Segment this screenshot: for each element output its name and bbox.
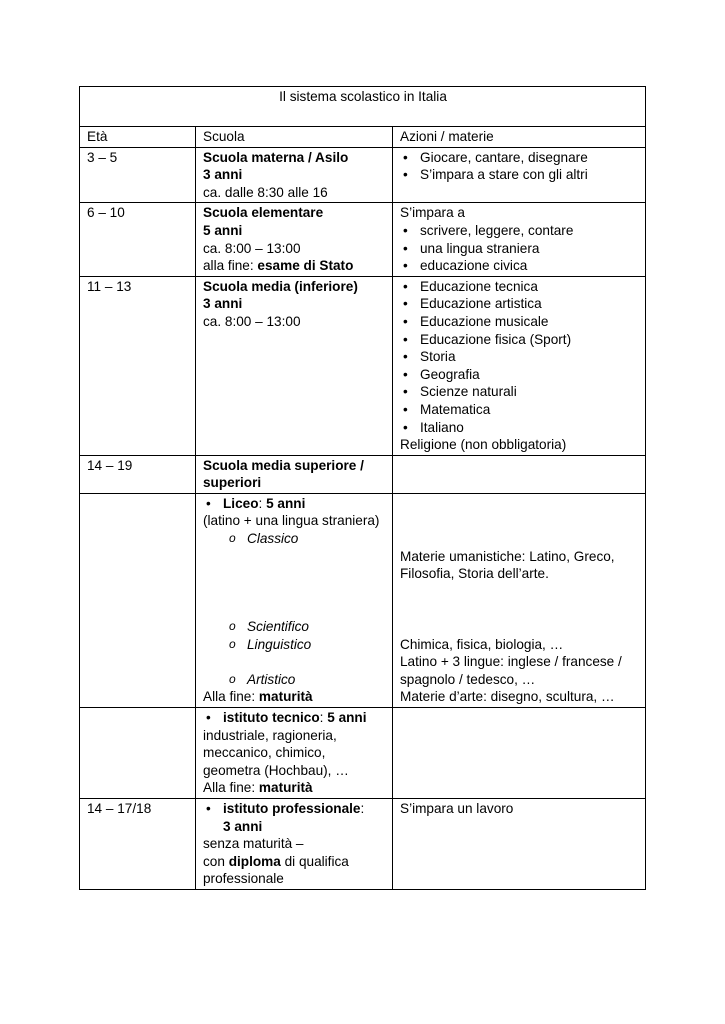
liceo-type-list bbox=[203, 671, 386, 689]
scientifico-subjects: Chimica, fisica, biologia, … bbox=[400, 636, 564, 652]
table-row bbox=[80, 798, 646, 889]
subjects-cell bbox=[393, 493, 646, 707]
age-cell: 14 – 17/18 bbox=[80, 798, 196, 889]
subject-list bbox=[400, 222, 639, 275]
professionale-line1: senza maturità – bbox=[203, 836, 304, 852]
end-exam: maturità bbox=[258, 689, 313, 705]
school-cell bbox=[196, 493, 393, 707]
table-row bbox=[80, 147, 646, 203]
school-duration: 5 anni bbox=[203, 222, 243, 238]
subject-list bbox=[400, 278, 639, 436]
school-end bbox=[203, 779, 386, 797]
liceo-scientifico: o Scientifico bbox=[203, 618, 386, 636]
subjects-intro: S’impara a bbox=[400, 205, 465, 221]
page-title: Il sistema scolastico in Italia bbox=[80, 87, 646, 127]
tecnico-description: industriale, ragioneria, meccanico, chimico, geometra (Hochbau), … bbox=[203, 727, 349, 778]
list-item: • Educazione fisica (Sport) bbox=[400, 331, 639, 349]
header-subjects: Azioni / materie bbox=[393, 127, 646, 148]
table-row bbox=[80, 203, 646, 276]
age-cell: 3 – 5 bbox=[80, 147, 196, 203]
liceo-description: (latino + una lingua straniera) bbox=[203, 513, 380, 529]
subjects-cell bbox=[393, 147, 646, 203]
school-duration: 3 anni bbox=[203, 296, 243, 312]
liceo-classico: o Classico bbox=[203, 530, 386, 548]
liceo-type-list bbox=[203, 618, 386, 653]
professionale-label: istituto professionale bbox=[223, 800, 361, 816]
subjects-cell bbox=[393, 708, 646, 799]
list-item: • Geografia bbox=[400, 366, 639, 384]
list-item: • Matematica bbox=[400, 401, 639, 419]
list-item: • Educazione musicale bbox=[400, 313, 639, 331]
age-cell: 11 – 13 bbox=[80, 276, 196, 455]
classico-subjects: Materie umanistiche: Latino, Greco, Filosofia, Storia dell’arte. bbox=[400, 548, 615, 582]
school-name: Scuola elementare bbox=[203, 205, 324, 221]
list-item: • scrivere, leggere, contare bbox=[400, 222, 639, 240]
school-name: Scuola materna / Asilo bbox=[203, 149, 349, 165]
end-prefix: alla fine: bbox=[203, 258, 258, 274]
school-cell: Scuola media superiore / superiori bbox=[196, 455, 393, 493]
list-item: • Educazione artistica bbox=[400, 295, 639, 313]
list-item: • Scienze naturali bbox=[400, 383, 639, 401]
age-cell bbox=[80, 708, 196, 799]
liceo-artistico: o Artistico bbox=[203, 671, 386, 689]
list-item: • Storia bbox=[400, 348, 639, 366]
school-system-table bbox=[79, 86, 646, 890]
school-cell bbox=[196, 203, 393, 276]
list-item: • S’impara a stare con gli altri bbox=[400, 166, 639, 184]
list-item: • istituto professionale: bbox=[203, 800, 386, 818]
tecnico-duration: 5 anni bbox=[327, 710, 367, 725]
school-type-list bbox=[203, 709, 386, 727]
liceo-linguistico: o Linguistico bbox=[203, 636, 386, 654]
school-cell bbox=[196, 798, 393, 889]
liceo-type-list bbox=[203, 530, 386, 548]
header-row bbox=[80, 127, 646, 148]
list-item: • Italiano bbox=[400, 419, 639, 437]
school-type-list bbox=[203, 800, 386, 818]
subjects-cell: S’impara un lavoro bbox=[393, 798, 646, 889]
list-item: • educazione civica bbox=[400, 257, 639, 275]
header-school: Scuola bbox=[196, 127, 393, 148]
end-prefix: Alla fine: bbox=[203, 689, 259, 705]
school-hours: ca. 8:00 – 13:00 bbox=[203, 240, 301, 256]
subject-list bbox=[400, 149, 639, 184]
subjects-cell bbox=[393, 455, 646, 493]
age-cell: 6 – 10 bbox=[80, 203, 196, 276]
table-row bbox=[80, 493, 646, 707]
school-hours: ca. 8:00 – 13:00 bbox=[203, 313, 301, 329]
list-item: • Giocare, cantare, disegnare bbox=[400, 149, 639, 167]
school-cell bbox=[196, 708, 393, 799]
age-cell bbox=[80, 493, 196, 707]
diploma-word: diploma bbox=[228, 853, 281, 869]
list-item: • una lingua straniera bbox=[400, 240, 639, 258]
age-cell: 14 – 19 bbox=[80, 455, 196, 493]
end-prefix: Alla fine: bbox=[203, 780, 259, 796]
list-item: • Educazione tecnica bbox=[400, 278, 639, 296]
table-row bbox=[80, 276, 646, 455]
line2-prefix: con bbox=[203, 853, 229, 869]
list-item: • istituto tecnico: 5 anni bbox=[203, 709, 386, 727]
subjects-extra: Religione (non obbligatoria) bbox=[400, 437, 567, 453]
school-cell bbox=[196, 147, 393, 203]
linguistico-subjects: Latino + 3 lingue: inglese / francese / spagnolo / tedesco, … bbox=[400, 654, 622, 687]
liceo-duration: 5 anni bbox=[266, 495, 306, 511]
header-age: Età bbox=[80, 127, 196, 148]
school-duration: 3 anni bbox=[203, 167, 243, 183]
liceo-label: Liceo bbox=[223, 495, 259, 511]
tecnico-label: istituto tecnico bbox=[223, 710, 320, 725]
school-end bbox=[203, 688, 386, 706]
school-hours: ca. dalle 8:30 alle 16 bbox=[203, 184, 328, 200]
table-row bbox=[80, 708, 646, 799]
professionale-duration: 3 anni bbox=[223, 818, 263, 834]
school-cell bbox=[196, 276, 393, 455]
subjects-cell bbox=[393, 276, 646, 455]
end-exam: esame di Stato bbox=[257, 258, 354, 274]
school-end bbox=[203, 257, 386, 275]
table-row bbox=[80, 455, 646, 493]
artistico-subjects: Materie d’arte: disegno, scultura, … bbox=[400, 689, 615, 705]
line2-suffix: di qualifica professionale bbox=[203, 853, 349, 887]
list-item: • Liceo: 5 anni bbox=[203, 495, 386, 513]
school-type-list bbox=[203, 495, 386, 513]
end-exam: maturità bbox=[258, 780, 313, 796]
professionale-line2 bbox=[203, 853, 386, 888]
subjects-cell bbox=[393, 203, 646, 276]
school-name: Scuola media (inferiore) bbox=[203, 278, 358, 294]
